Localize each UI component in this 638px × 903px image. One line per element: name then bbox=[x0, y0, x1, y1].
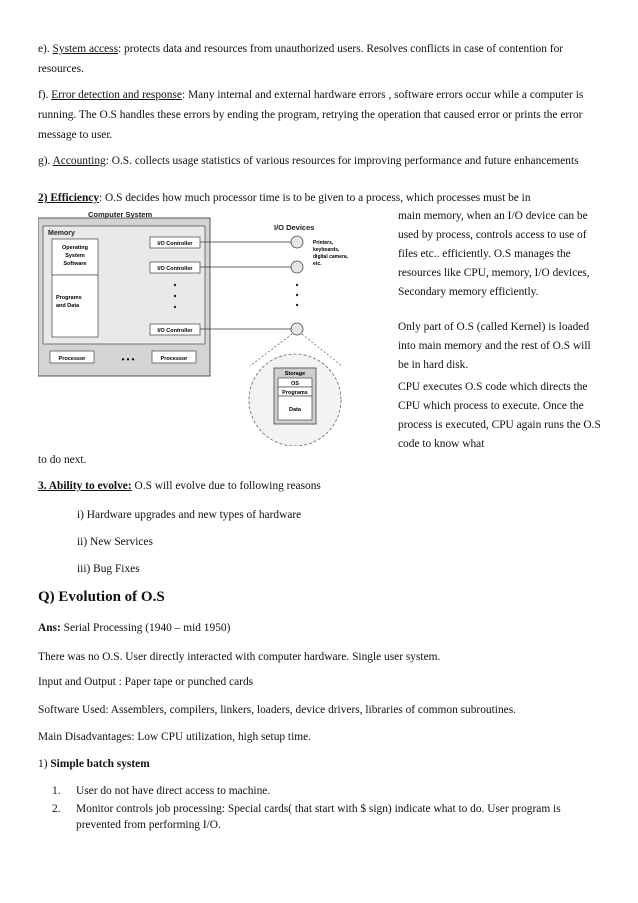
devices-label-4: etc. bbox=[313, 261, 322, 267]
section-system-access: e). System access: protects data and resources from unauthorized users. Resolves conflicts in case of contention for resources. bbox=[38, 43, 564, 75]
device-circle-3 bbox=[291, 323, 303, 335]
os-label-2: System bbox=[65, 253, 85, 259]
evolution-paragraph-1: There was no O.S. User directly interacted with computer hardware. Single user system. bbox=[38, 651, 441, 663]
evolve-reason-2: ii) New Services bbox=[77, 536, 153, 548]
memory-label: Memory bbox=[48, 230, 75, 237]
evolution-answer: Ans: Serial Processing (1940 – mid 1950) bbox=[38, 622, 231, 634]
device-circle-2 bbox=[291, 261, 303, 273]
evolve-reason-1: i) Hardware upgrades and new types of hardware bbox=[77, 509, 302, 521]
term-error-detection: Error detection and response bbox=[51, 89, 182, 101]
evolution-paragraph-2: Input and Output : Paper tape or punched cards bbox=[38, 676, 254, 688]
devices-label-2: keyboards, bbox=[313, 247, 340, 253]
devices-label-3: digital camera, bbox=[313, 254, 349, 260]
evolution-heading: Q) Evolution of O.S bbox=[38, 589, 165, 605]
section-accounting: g). Accounting: O.S. collects usage statistics of various resources for improving performance and future enhancements bbox=[38, 155, 579, 167]
diagram-title: Computer System bbox=[88, 210, 153, 219]
io-devices-label: I/O Devices bbox=[274, 223, 315, 232]
term-system-access: System access bbox=[52, 43, 119, 55]
efficiency-side-paragraph-3: CPU executes O.S code which directs the CPU which process to execute. Once the process is executed, CPU again runs the O.S code to know what bbox=[398, 381, 601, 450]
section-efficiency-intro: 2) Efficiency: O.S decides how much processor time is to be given to a process, which processes must be in bbox=[38, 192, 531, 204]
processor-dots: • • • bbox=[121, 355, 135, 364]
term-accounting: Accounting bbox=[52, 155, 106, 167]
io-controller-1-label: I/O Controller bbox=[157, 241, 193, 247]
os-label-3: Software bbox=[63, 261, 87, 267]
computer-system-diagram bbox=[38, 210, 394, 446]
storage-label: Storage bbox=[284, 371, 306, 377]
storage-data-label: Data bbox=[289, 407, 301, 413]
io-controller-3-label: I/O Controller bbox=[157, 328, 193, 334]
evolution-paragraph-4: Main Disadvantages: Low CPU utilization, high setup time. bbox=[38, 731, 312, 743]
section-error-detection: f). Error detection and response: Many internal and external hardware errors , software errors occur while a computer is running. The O.S handles these errors by ending the program, retrying the operation that caused error or prints the error message to user. bbox=[38, 89, 584, 141]
os-label-1: Operating bbox=[62, 245, 88, 251]
device-circle-1 bbox=[291, 236, 303, 248]
programs-label-1: Programs bbox=[56, 295, 82, 301]
efficiency-side-paragraph-1: main memory, when an I/O device can be used by process, controls access to use of files etc.. efficiently. O.S manages the resources like CPU, memory, I/O devices, Secondary memory efficiently. bbox=[398, 210, 590, 298]
evolve-reason-3: iii) Bug Fixes bbox=[77, 563, 140, 575]
storage-os-label: OS bbox=[291, 381, 299, 387]
term-efficiency: 2) Efficiency bbox=[38, 192, 100, 204]
storage-programs-label: Programs bbox=[282, 390, 308, 396]
processor-1-label: Processor bbox=[58, 356, 86, 362]
efficiency-side-paragraph-2: Only part of O.S (called Kernel) is loaded into main memory and the rest of O.S will be in hard disk. bbox=[398, 321, 591, 371]
simple-batch-heading: 1) Simple batch system bbox=[38, 758, 150, 770]
devices-label-1: Printers, bbox=[313, 240, 334, 246]
term-ability-to-evolve: 3. Ability to evolve: bbox=[38, 480, 132, 492]
io-controller-2-label: I/O Controller bbox=[157, 266, 193, 272]
programs-label-2: and Data bbox=[56, 303, 80, 309]
section-ability-to-evolve: 3. Ability to evolve: O.S will evolve due to following reasons bbox=[38, 480, 321, 492]
processor-2-label: Processor bbox=[160, 356, 188, 362]
efficiency-tail: to do next. bbox=[38, 454, 87, 466]
document-page: e). System access: protects data and resources from unauthorized users. Resolves conflicts in case of contention for resources. f). Error detection and response: Many internal and external hardware errors , software errors occur while a computer is running. The O.S handles these errors by ending the program, retrying the operation that caused error or prints the error message to user. g). Accounting: O.S. collects usage statistics of various resources for improving performance and future enhancements 2) Efficiency: O.S decides how much processor time is to be given to a process, which processes must be in main memory, when an I/O device can be used by process, controls access to use of files etc.. efficiently. O.S manages the resources like CPU, memory, I/O devices, Secondary memory efficiently. Only part of O.S (called Kernel) is loaded into main memory and the rest of O.S will be in hard disk. CPU executes O.S code which directs the CPU which process to execute. Once the process is executed, CPU again runs the O.S code to know what to do next. Computer System Memory Operating System Software Programs and Data I/O Controller I/O Controller I/O Controller Processor • • • Processor I/O Devices Printers, keyboards, digital camera, etc. Storage OS Programs Data 3. Ability to evolve: O.S will evolve due to following reasons i) Hardware upgrades and new types of hardware ii) New Services iii) Bug Fixes Q) Evolution of O.S Ans: Serial Processing (1940 – mid 1950) There was no O.S. User directly interacted with computer hardware. Single user system. Input and Output : Paper tape or punched cards Software Used: Assemblers, compilers, linkers, loaders, device drivers, libraries of common subroutines. Main Disadvantages: Low CPU utilization, high setup time. 1) Simple batch system 1. User do not have direct access to machine. 2. Monitor controls job processing: Special cards( that start with $ sign) indicate what to do. User program is prevented from performing I/O. bbox=[0, 0, 638, 903]
evolution-paragraph-3: Software Used: Assemblers, compilers, linkers, loaders, device drivers, libraries of common subroutines. bbox=[38, 704, 516, 716]
